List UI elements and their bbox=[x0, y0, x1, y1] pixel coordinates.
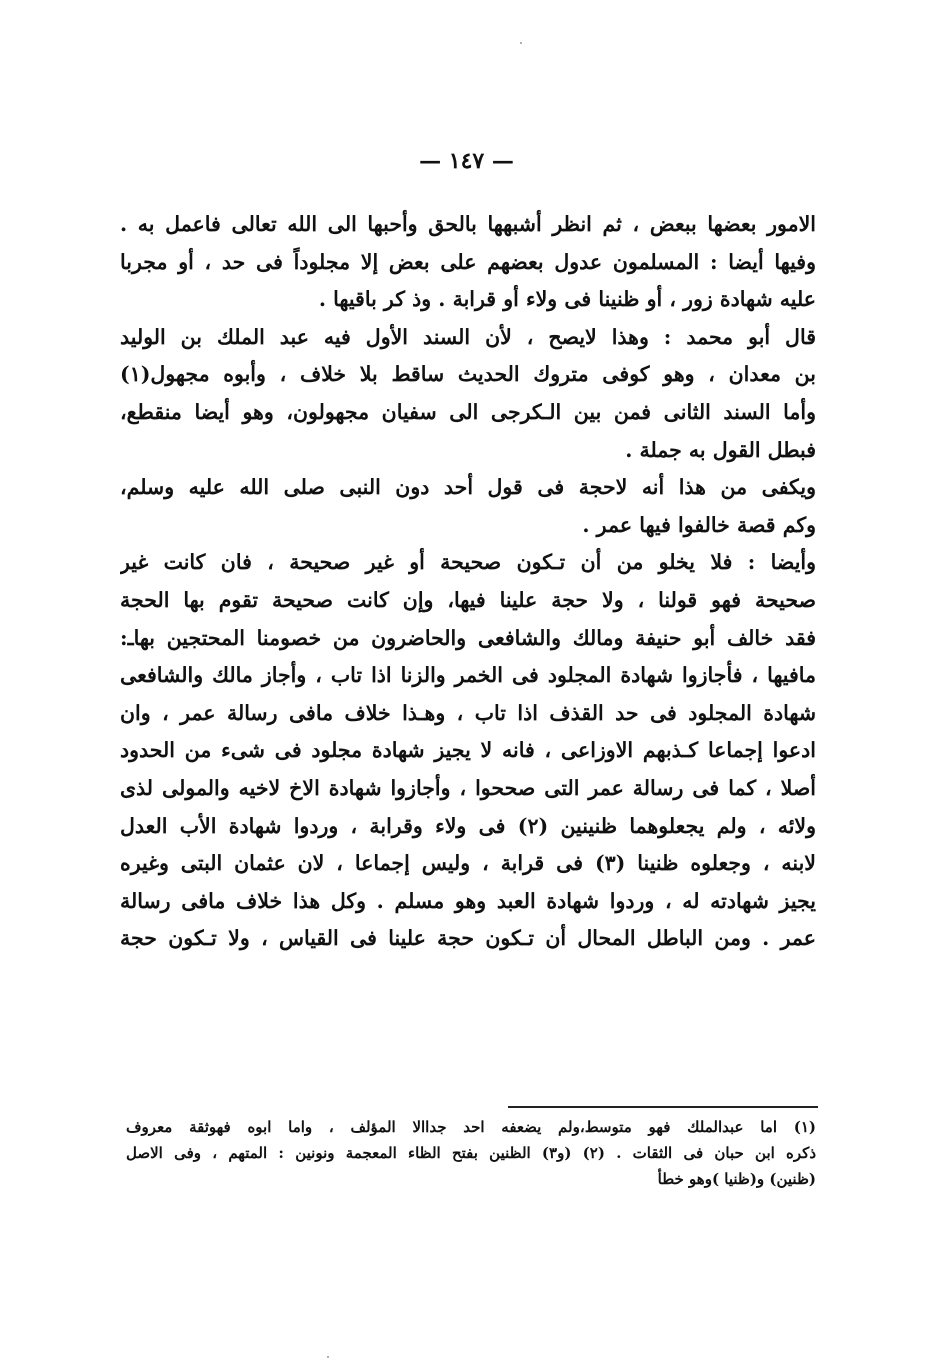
body-line: بن معدان ، وهو كوفى متروك الحديث ساقط بلا خلاف ، وأبوه مجهول(١) bbox=[120, 362, 816, 387]
body-line: فبطل القول به جملة . bbox=[625, 437, 816, 462]
body-line: قال أبو محمد : وهذا لايصح ، لأن السند الأول فيه عبد الملك بن الوليد bbox=[120, 324, 816, 349]
body-line: وأيضا : فلا يخلو من أن تـكون صحيحة أو غير صحيحة ، فان كانت غير bbox=[120, 550, 816, 575]
body-line: وأما السند الثانى فمن بين الـكرجى الى سفيان مجهولون، وهو أيضا منقطع، bbox=[120, 399, 816, 424]
body-line: لابنه ، وجعلوه ظنينا (٣) فى قرابة ، وليس إجماعا ، لان عثمان البتى وغيره bbox=[120, 851, 816, 876]
footnote-line: (١) اما عبدالملك فهو متوسط،ولم يضعفه احد جداالا المؤلف ، واما ابوه فهوثقة معروف bbox=[126, 1118, 816, 1136]
body-line: ولائه ، ولم يجعلوهما ظنينين (٢) فى ولاء وقرابة ، وردوا شهادة الأب العدل bbox=[120, 813, 816, 838]
body-line: مافيها ، فأجازوا شهادة المجلود فى الخمر والزنا اذا تاب ، وأجاز مالك والشافعى bbox=[120, 663, 816, 688]
page-number: — ١٤٧ — bbox=[419, 148, 514, 174]
paper-speck bbox=[327, 1356, 329, 1358]
body-line: ويكفى من هذا أنه لاحجة فى قول أحد دون النبى صلى الله عليه وسلم، bbox=[120, 475, 816, 500]
body-line: ادعوا إجماعا كـذبهم الاوزاعى ، فانه لا يجيز شهادة مجلود فى شىء من الحدود bbox=[120, 738, 816, 763]
body-line: وفيها أيضا : المسلمون عدول بعضهم على بعض إلا مجلوداً فى حد ، أو مجربا bbox=[120, 249, 816, 274]
body-text bbox=[120, 206, 816, 958]
footnote-line: (ظنين) و(ظنيا )وهو خطأ bbox=[657, 1170, 816, 1188]
body-line: عمر . ومن الباطل المحال أن تـكون حجة علينا فى القياس ، ولا تـكون حجة bbox=[120, 926, 816, 951]
body-line: شهادة المجلود فى حد القذف اذا تاب ، وهـذا خلاف مافى رسالة عمر ، وان bbox=[120, 700, 816, 725]
footnotes bbox=[126, 1114, 816, 1192]
footnote-line: ذكره ابن حبان فى الثقات . (٢) (و٣) الظنين بفتح الظاء المعجمة ونونين : المتهم ، وفى الاصل bbox=[126, 1144, 816, 1162]
body-line: عليه شهادة زور ، أو ظنينا فى ولاء أو قرابة . وذ كر باقيها . bbox=[318, 287, 816, 312]
body-line: وكم قصة خالفوا فيها عمر . bbox=[582, 512, 816, 537]
body-line: صحيحة فهو قولنا ، ولا حجة علينا فيها، وإن كانت صحيحة تقوم بها الحجة bbox=[120, 587, 816, 612]
body-line: يجيز شهادته له ، وردوا شهادة العبد وهو مسلم . وكل هذا خلاف مافى رسالة bbox=[120, 888, 816, 913]
body-line: الامور بعضها ببعض ، ثم انظر أشبهها بالحق وأحبها الى الله تعالى فاعمل به . bbox=[120, 212, 816, 236]
paper-speck bbox=[520, 42, 522, 44]
body-line: فقد خالف أبو حنيفة ومالك والشافعى والحاضرون من خصومنا المحتجين بهاـ: bbox=[120, 625, 816, 650]
footnote-divider bbox=[508, 1106, 818, 1108]
body-line: أصلا ، كما فى رسالة عمر التى صححوا ، وأجازوا شهادة الاخ لاخيه والمولى لذى bbox=[120, 775, 816, 800]
